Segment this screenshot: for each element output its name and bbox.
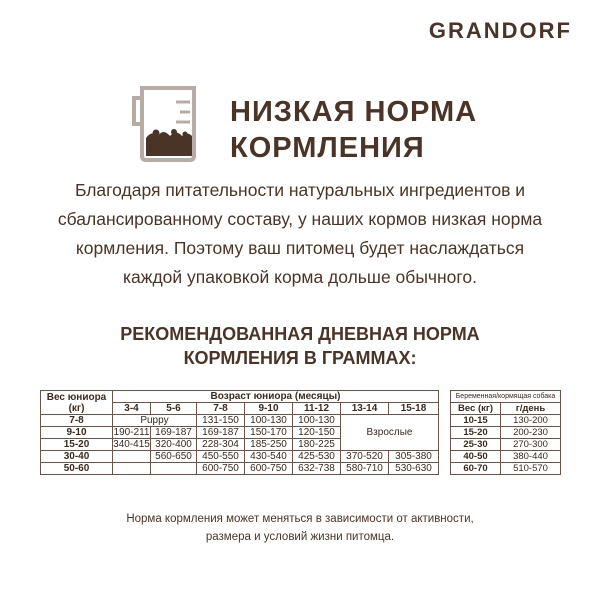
weight-cell: 40-50 [451, 451, 501, 463]
table-cell: 632-738 [293, 463, 341, 475]
table-cell: 430-540 [245, 451, 293, 463]
weight-cell: 25-30 [451, 439, 501, 451]
table-cell: 530-630 [389, 463, 439, 475]
age-column-header: 13-14 [341, 403, 389, 415]
age-column-header: 7-8 [197, 403, 245, 415]
hero-title [230, 94, 477, 166]
table-cell: 169-187 [197, 427, 245, 439]
norm-heading [40, 322, 560, 370]
norm-heading-line: РЕКОМЕНДОВАННАЯ ДНЕВНАЯ НОРМА [120, 324, 480, 344]
table-cell: 190-211 [113, 427, 150, 438]
pregnant-caption: Беременная/кормящая собака [451, 391, 561, 403]
pregnant-feeding-table [450, 390, 561, 475]
weight-cell: 30-40 [41, 451, 113, 463]
table-cell [113, 451, 151, 463]
footer-line: размера и условий жизни питомца. [205, 531, 395, 543]
intro-line: каждой упаковкой корма дольше обычного. [122, 267, 478, 287]
weight-cell: 7-8 [41, 415, 113, 427]
table-cell: 510-570 [501, 463, 561, 475]
weight-cell: 9-10 [41, 427, 113, 439]
table-cell: 131-150 [197, 415, 245, 427]
age-column-header: 9-10 [245, 403, 293, 415]
table-cell: 450-550 [197, 451, 245, 463]
table-cell [151, 463, 197, 475]
weight-cell: 15-20 [41, 439, 113, 451]
hero-section [130, 84, 490, 164]
table-cell: 150-170 [245, 427, 293, 439]
hero-title-line: КОРМЛЕНИЯ [230, 132, 425, 164]
table-cell: 100-130 [245, 415, 293, 427]
junior-feeding-table [40, 390, 439, 475]
age-column-header: 3-4 [113, 403, 151, 415]
table-cell: 130-200 [501, 415, 561, 427]
brand-logo: GRANDORF [428, 18, 572, 43]
pregnant-weight-header: Вес (кг) [451, 403, 501, 415]
footer-line: Норма кормления может меняться в зависимости от активности, [126, 513, 474, 525]
table-cell: 169-187 [151, 427, 197, 439]
measuring-cup-icon [130, 84, 206, 164]
age-column-header: 5-6 [151, 403, 197, 415]
table-cell: 600-750 [197, 463, 245, 475]
age-column-header: 11-12 [293, 403, 341, 415]
table-cell: 100-130 [293, 415, 341, 427]
table-cell: 560-650 [151, 451, 197, 463]
weight-cell: 15-20 [451, 427, 501, 439]
table-cell: 270-300 [501, 439, 561, 451]
table-cell [113, 463, 151, 475]
puppy-label: Puppy [113, 415, 197, 427]
table-cell: 425-530 [293, 451, 341, 463]
adults-label: Взрослые [341, 415, 439, 451]
weight-cell: 60-70 [451, 463, 501, 475]
footer-note [40, 510, 560, 546]
intro-line: сбалансированному составу, у наших кормов низкая норма [57, 209, 543, 229]
table-cell: 185-250 [245, 439, 293, 451]
table-cell: 380-440 [501, 451, 561, 463]
table-cell: 228-304 [197, 439, 245, 451]
table-cell: 580-710 [341, 463, 389, 475]
table-cell: 120-150 [293, 427, 341, 439]
norm-heading-line: КОРМЛЕНИЯ В ГРАММАХ: [183, 348, 417, 368]
table-cell: 370-520 [341, 451, 389, 463]
pregnant-day-header: г/день [501, 403, 561, 415]
weight-cell: 10-15 [451, 415, 501, 427]
table-cell: 180-225 [293, 439, 341, 451]
hero-title-line: НИЗКАЯ НОРМА [230, 96, 478, 128]
weight-cell: 50-60 [41, 463, 113, 475]
table-cell: 200-230 [501, 427, 561, 439]
age-header: Возраст юниора (месяцы) [113, 391, 439, 403]
age-column-header: 15-18 [389, 403, 439, 415]
intro-line: Благодаря питательности натуральных ингредиентов и [74, 180, 526, 200]
weight-header: Вес юниора (кг) [41, 391, 113, 415]
table-cell: 305-380 [389, 451, 439, 463]
intro-line: кормления. Поэтому ваш питомец будет наслаждаться [75, 238, 525, 258]
table-cell: 340-415 [113, 439, 150, 450]
table-cell: 600-750 [245, 463, 293, 475]
intro-paragraph [40, 176, 560, 292]
table-cell: 320-400 [151, 439, 197, 451]
